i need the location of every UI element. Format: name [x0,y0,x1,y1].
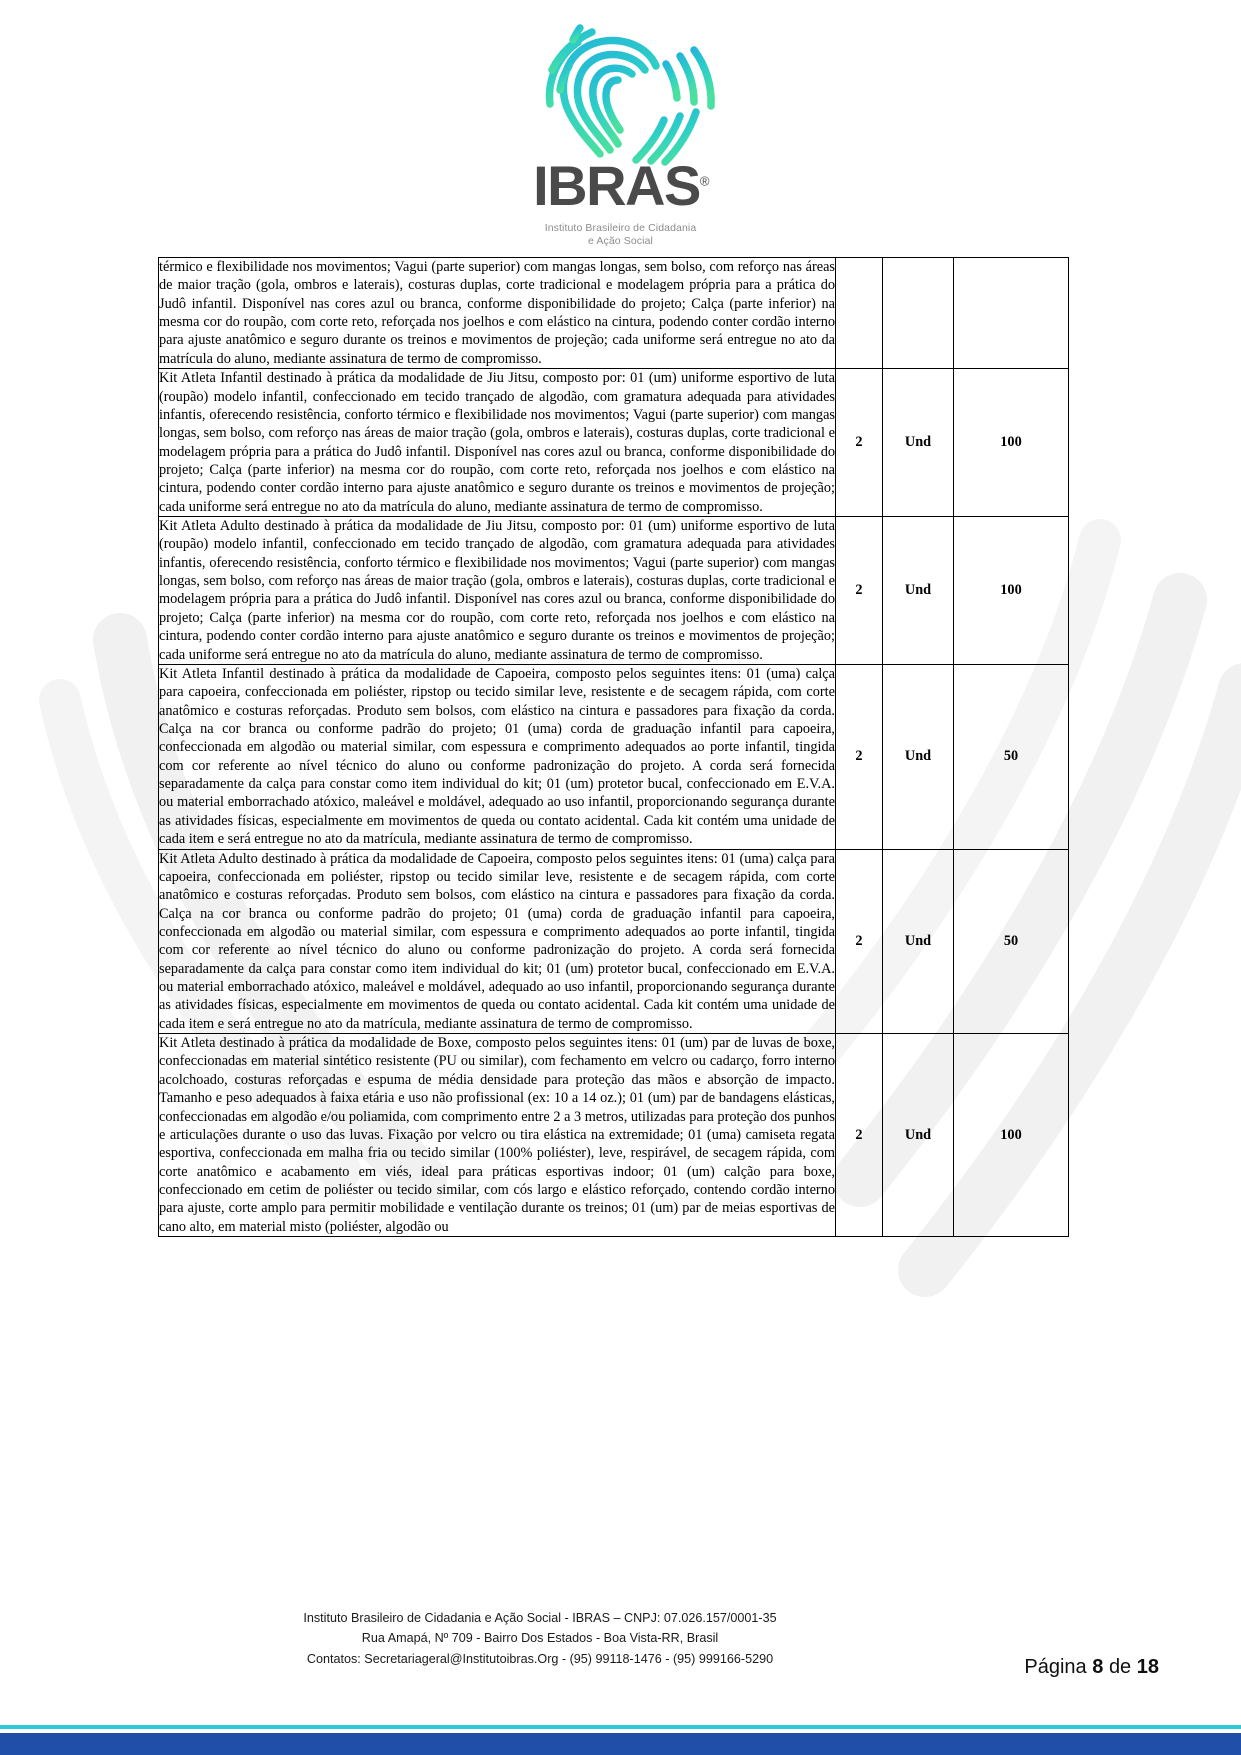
footer-line-address: Rua Amapá, Nº 709 - Bairro Dos Estados - Boa Vista-RR, Brasil [361,1631,719,1646]
item-unit: Und [883,849,954,1034]
item-quantity: 2 [836,664,883,849]
item-unit [883,258,954,369]
items-table-container [158,257,1066,1237]
item-value: 50 [954,664,1069,849]
footer-accent-bar-teal [0,1725,1241,1729]
items-table-body [159,258,1069,1237]
item-quantity: 2 [836,849,883,1034]
page-label-joiner: de [1108,1656,1132,1678]
fingerprint-icon [514,8,724,168]
items-table [158,257,1069,1237]
table-row [159,258,1069,369]
page-total-number: 18 [1136,1656,1159,1678]
page-current-number: 8 [1092,1656,1104,1678]
registered-trademark-icon: ® [699,173,708,189]
logo-wordmark-text: IBRAS [533,154,700,217]
item-description: térmico e flexibilidade nos movimentos; Vagui (parte superior) com mangas longas, sem bolso, com reforço nas áreas de maior tração (gola, ombros e laterais), costuras duplas, corte tradicional e modelagem própria para a prática do Judô infantil. Disponível nas cores azul ou branca, conforme disponibilidade do projeto; Calça (parte inferior) na mesma cor do roupão, com corte reto, reforçada nos joelhos e com elástico na cintura, podendo conter cordão interno para ajuste anatômico e seguro durante os treinos e movimentos de projeção; cada uniforme será entregue no ato da matrícula do aluno, mediante assinatura de termo de compromisso. [159,259,835,367]
item-value: 100 [954,1034,1069,1237]
logo-tagline-line2: e Ação Social [588,235,653,248]
logo-wordmark [506,154,736,217]
logo-tagline [506,222,736,248]
item-unit: Und [883,1034,954,1237]
item-quantity: 2 [836,369,883,517]
item-value: 100 [954,369,1069,517]
item-unit: Und [883,369,954,517]
item-description: Kit Atleta Infantil destinado à prática da modalidade de Capoeira, composto pelos seguintes itens: 01 (uma) calça para capoeira, confeccionada em poliéster, ripstop ou tecido similar leve, resistente e de secagem rápida, com corte anatômico e costuras reforçadas. Produto sem bolsos, com elástico na cintura e passadores para fixação da corda. Calça na cor branca ou conforme padrão do projeto; 01 (uma) corda de graduação infantil para capoeira, confeccionada em algodão ou material similar, com espessura e comprimento adequados ao porte infantil, tingida com cor referente ao nível técnico do aluno ou conforme padronização do projeto. A corda será fornecida separadamente da calça para constar como item individual do kit; 01 (um) protetor bucal, confeccionado em E.V.A. ou material emborrachado atóxico, maleável e moldável, adequado ao uso infantil, proporcionando segurança durante as atividades físicas, especialmente em movimentos de queda ou contato acidental. Cada kit contém uma unidade de cada item e será entregue no ato da matrícula, mediante assinatura de termo de compromisso. [159,665,835,848]
ibras-logo [506,8,736,248]
item-description: Kit Atleta Infantil destinado à prática da modalidade de Jiu Jitsu, composto por: 01 (um) uniforme esportivo de luta (roupão) modelo infantil, confeccionado em tecido trançado de algodão, com gramatura adequada para atividades infantis, oferecendo resistência, conforto térmico e flexibilidade nos movimentos; Vagui (parte superior) com mangas longas, sem bolso, com reforço nas áreas de maior tração (gola, ombros e laterais), costuras duplas, corte tradicional e modelagem própria para a prática do Judô infantil. Disponível nas cores azul ou branca, conforme disponibilidade do projeto; Calça (parte inferior) na mesma cor do roupão, com corte reto, reforçada nos joelhos e com elástico na cintura, podendo conter cordão interno para ajuste anatômico e seguro durante os treinos e movimentos de projeção; cada uniforme será entregue no ato da matrícula do aluno, mediante assinatura de termo de compromisso. [159,370,835,515]
table-row [159,517,1069,665]
table-row [159,369,1069,517]
logo-tagline-line1: Instituto Brasileiro de Cidadania [544,222,697,234]
footer-contact-block [180,1608,900,1669]
page-number-indicator [1024,1656,1159,1679]
item-unit: Und [883,517,954,665]
footer-accent-bar-blue [0,1733,1241,1755]
page-footer [0,1608,1241,1728]
table-row [159,849,1069,1034]
page-label-prefix: Página [1024,1656,1087,1678]
item-quantity: 2 [836,517,883,665]
item-description: Kit Atleta Adulto destinado à prática da modalidade de Jiu Jitsu, composto por: 01 (um) uniforme esportivo de luta (roupão) modelo infantil, confeccionado em tecido trançado de algodão, com gramatura adequada para atividades infantis, oferecendo resistência, conforto térmico e flexibilidade nos movimentos; Vagui (parte superior) com mangas longas, sem bolso, com reforço nas áreas de maior tração (gola, ombros e laterais), costuras duplas, corte tradicional e modelagem própria para a prática do Judô infantil. Disponível nas cores azul ou branca, conforme disponibilidade do projeto; Calça (parte inferior) na mesma cor do roupão, com corte reto, reforçada nos joelhos e com elástico na cintura, podendo conter cordão interno para ajuste anatômico e seguro durante os treinos e movimentos de projeção; cada uniforme será entregue no ato da matrícula do aluno, mediante assinatura de termo de compromisso. [159,518,835,663]
item-value: 50 [954,849,1069,1034]
item-unit: Und [883,664,954,849]
table-row [159,1034,1069,1237]
item-quantity: 2 [836,1034,883,1237]
item-description: Kit Atleta destinado à prática da modalidade de Boxe, composto pelos seguintes itens: 01 (um) par de luvas de boxe, confeccionadas em material sintético resistente (PU ou similar), com fechamento em velcro ou cadarço, forro interno acolchoado, costuras reforçadas e espuma de média densidade para proteção das mãos e absorção de impacto. Tamanho e peso adequados à faixa etária e uso não profissional (ex: 10 a 14 oz.); 01 (um) par de bandagens elásticas, confeccionadas em algodão e/ou poliamida, com comprimento entre 2 a 3 metros, utilizadas para proteção dos punhos e articulações durante o uso das luvas. Fixação por velcro ou tira elástica na extremidade; 01 (uma) camiseta regata esportiva, confeccionada em malha fria ou tecido similar (100% poliéster), leve, respirável, de secagem rápida, com corte anatômico e acabamento em viés, ideal para práticas esportivas indoor; 01 (um) calção para boxe, confeccionado em cetim de poliéster ou tecido similar, com cós largo e elástico reforçado, contendo cordão interno para ajuste, corte amplo para permitir mobilidade e ventilação durante os treinos; 01 (um) par de meias esportivas de cano alto, em material misto (poliéster, algodão ou [159,1035,835,1235]
item-value: 100 [954,517,1069,665]
footer-line-organization: Instituto Brasileiro de Cidadania e Ação Social - IBRAS – CNPJ: 07.026.157/0001-35 [303,1611,777,1625]
item-quantity [836,258,883,369]
item-description: Kit Atleta Adulto destinado à prática da modalidade de Capoeira, composto pelos seguintes itens: 01 (uma) calça para capoeira, confeccionada em poliéster, ripstop ou tecido similar leve, resistente e de secagem rápida, com corte anatômico e costuras reforçadas. Produto sem bolsos, com elástico na cintura e passadores para fixação da corda. Calça na cor branca ou conforme padrão do projeto; 01 (uma) corda de graduação infantil para capoeira, confeccionada em algodão ou material similar, com espessura e comprimento adequados ao porte infantil, tingida com cor referente ao nível técnico do aluno ou conforme padronização do projeto. A corda será fornecida separadamente da calça para constar como item individual do kit; 01 (um) protetor bucal, confeccionado em E.V.A. ou material emborrachado atóxico, maleável e moldável, adequado ao uso infantil, proporcionando segurança durante as atividades físicas, especialmente em movimentos de queda ou contato acidental. Cada kit contém uma unidade de cada item e será entregue no ato da matrícula, mediante assinatura de termo de compromisso. [159,850,835,1032]
item-value [954,258,1069,369]
page-header [0,8,1241,248]
footer-line-contacts: Contatos: Secretariageral@Institutoibras.Org - (95) 99118-1476 - (95) 999166-5290 [306,1651,774,1666]
table-row [159,664,1069,849]
